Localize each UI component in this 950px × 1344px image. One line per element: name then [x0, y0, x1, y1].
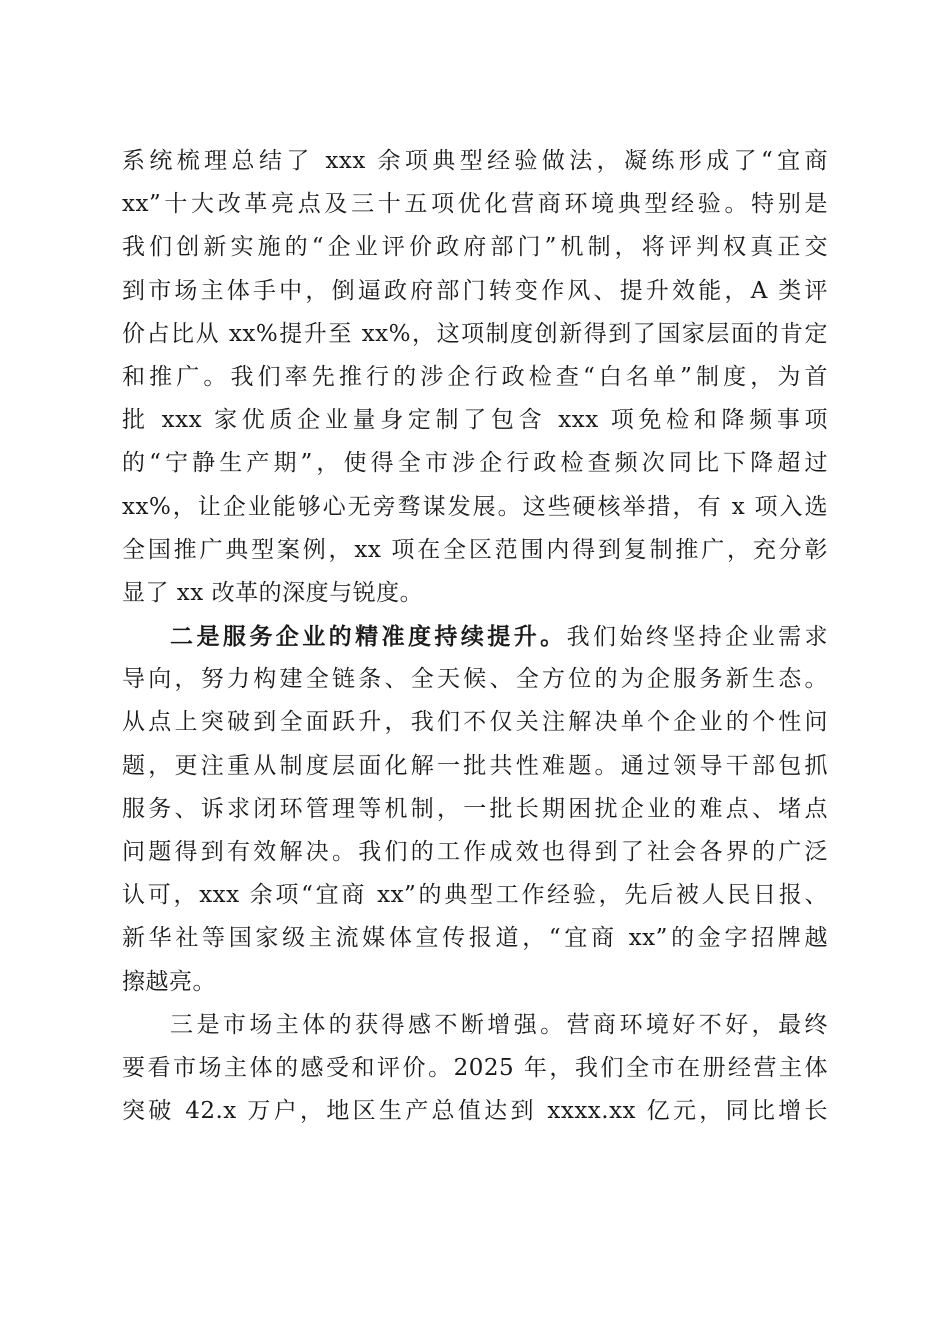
paragraph-1-line-4: 到市场主体手中，倒逼政府部门转变作风、提升效能，A 类评 [122, 277, 828, 304]
paragraph-2-line-6: 问题得到有效解决。我们的工作成效也得到了社会各界的广泛 [122, 839, 828, 865]
paragraph-1-line-9: xx%，让企业能够心无旁骛谋发展。这些硬核举措，有 x 项入选 [122, 493, 828, 520]
paragraph-2-line-2: 导向，努力构建全链条、全天候、全方位的为企服务新生态。 [122, 666, 828, 693]
paragraph-2-line-3: 从点上突破到全面跃升，我们不仅关注解决单个企业的个性问 [122, 709, 828, 736]
paragraph-1-line-7: 批 xxx 家优质企业量身定制了包含 xxx 项免检和降频事项 [122, 407, 828, 434]
body-text [122, 140, 828, 1133]
paragraph-1-line-8: 的“宁静生产期”，使得全市涉企行政检查频次同比下降超过 [122, 450, 828, 477]
paragraph-2-line-7: 认可，xxx 余项“宜商 xx”的典型工作经验，先后被人民日报、 [122, 882, 828, 909]
paragraph-3-first-line-rest: 营商环境好不好，最终 [566, 1011, 828, 1038]
paragraph-3-heading: 三是市场主体的获得感不断增强。 [170, 1011, 567, 1038]
paragraph-2-line-9: 擦越亮。 [122, 968, 216, 995]
paragraph-2-line-4: 题，更注重从制度层面化解一批共性难题。通过领导干部包抓 [122, 752, 828, 779]
paragraph-1-line-10: 全国推广典型案例，xx 项在全区范围内得到复制推广，充分彰 [122, 536, 828, 563]
paragraph-1-line-5: 价占比从 xx%提升至 xx%，这项制度创新得到了国家层面的肯定 [122, 320, 828, 347]
paragraph-2-heading: 二是服务企业的精准度持续提升。 [170, 623, 567, 651]
paragraph-2-line-8: 新华社等国家级主流媒体宣传报道，“宜商 xx”的金字招牌越 [122, 925, 828, 952]
paragraph-2-first-line-rest: 我们始终坚持企业需求 [566, 624, 828, 651]
paragraph-1-line-11: 显了 xx 改革的深度与锐度。 [122, 579, 424, 606]
paragraph-1-line-6: 和推广。我们率先推行的涉企行政检查“白名单”制度，为首 [122, 363, 828, 390]
paragraph-3-line-2: 要看市场主体的感受和评价。2025 年，我们全市在册经营主体 [122, 1054, 828, 1081]
paragraph-3-line-3: 突破 42.x 万户，地区生产总值达到 xxxx.xx 亿元，同比增长 [122, 1098, 828, 1125]
paragraph-2-line-5: 服务、诉求闭环管理等机制，一批长期困扰企业的难点、堵点 [122, 795, 828, 822]
paragraph-1-line-3: 我们创新实施的“企业评价政府部门”机制，将评判权真正交 [122, 234, 828, 261]
paragraph-2-line-1 [122, 615, 828, 658]
paragraph-3-line-1 [122, 1004, 828, 1047]
paragraph-1-line-1: 系统梳理总结了 xxx 余项典型经验做法，凝练形成了“宜商 [122, 148, 828, 174]
paragraph-1-line-2: xx”十大改革亮点及三十五项优化营商环境典型经验。特别是 [122, 191, 828, 218]
